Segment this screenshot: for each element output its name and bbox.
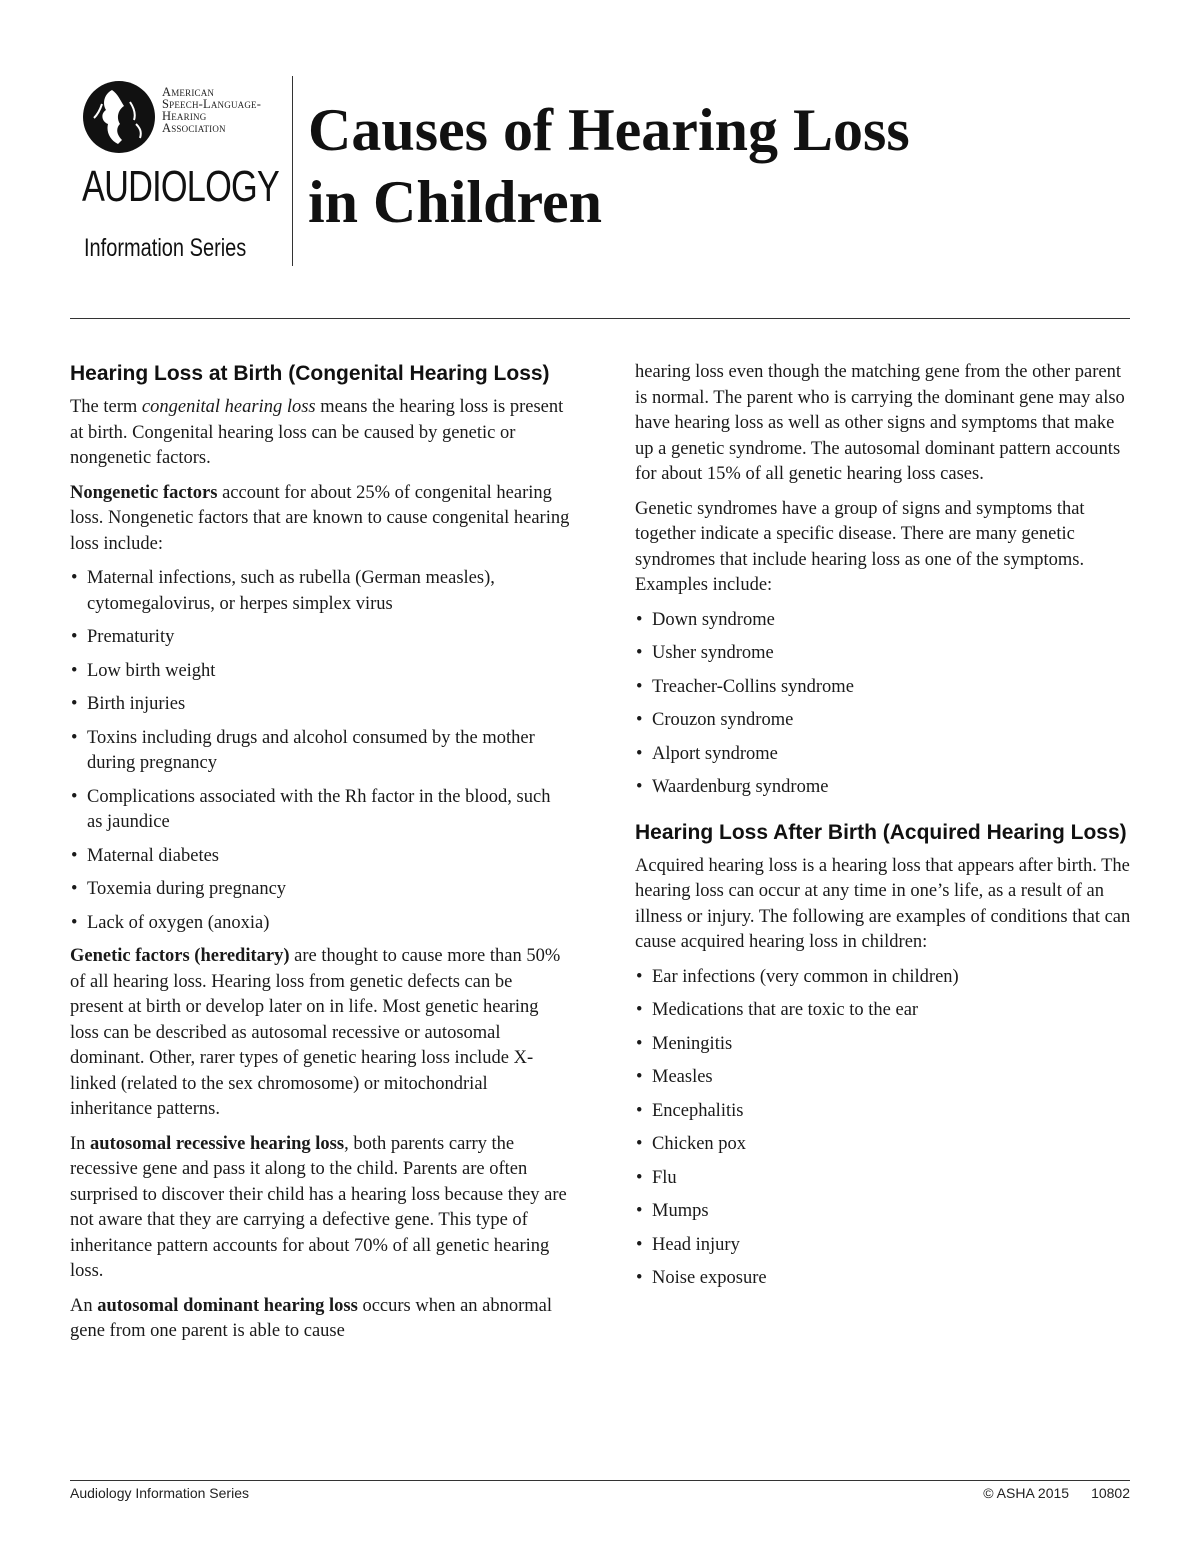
org-name-line: American bbox=[162, 85, 215, 99]
nongenetic-paragraph bbox=[70, 481, 570, 558]
list-item bbox=[70, 692, 570, 718]
list-item-text: Chicken pox bbox=[652, 1134, 747, 1154]
list-item bbox=[70, 877, 570, 903]
list-item-text: Alport syndrome bbox=[652, 743, 778, 764]
list-item-text: Ear infections (very common in children) bbox=[652, 966, 959, 987]
list-item-text: Low birth weight bbox=[87, 660, 216, 681]
list-item bbox=[635, 1132, 1135, 1158]
list-item-text: Medications that are toxic to the ear bbox=[652, 1000, 919, 1020]
page-header bbox=[0, 0, 1200, 330]
list-item-text: Treacher-Collins syndrome bbox=[652, 676, 854, 697]
list-item-text: Meningitis bbox=[652, 1033, 733, 1054]
footer-copyright: © ASHA 2015 bbox=[983, 1485, 1070, 1501]
list-item-text: Prematurity bbox=[87, 627, 175, 647]
org-name bbox=[162, 86, 292, 134]
list-item-text: Down syndrome bbox=[652, 609, 775, 630]
asha-head-logo-icon bbox=[82, 80, 156, 154]
footer-series: Audiology Information Series bbox=[70, 1485, 249, 1501]
bullet-icon: • bbox=[636, 1234, 643, 1255]
bullet-icon: • bbox=[71, 727, 78, 748]
list-item-text: Mumps bbox=[652, 1201, 709, 1221]
acquired-list bbox=[635, 965, 1135, 1292]
emphasis-term: congenital hearing loss bbox=[141, 397, 316, 417]
org-name-line: Association bbox=[162, 121, 226, 135]
list-item bbox=[635, 708, 1135, 734]
text-run: occurs when an abnormal gene from one parent is able to cause bbox=[70, 1295, 553, 1341]
left-column bbox=[70, 360, 570, 1354]
list-item bbox=[70, 911, 570, 937]
bullet-icon: • bbox=[71, 912, 78, 933]
list-item bbox=[635, 675, 1135, 701]
list-item-text: Maternal infections, such as rubella (German measles), cytomegalovirus, or herpes simplex virus bbox=[87, 568, 495, 614]
list-item bbox=[635, 1199, 1135, 1225]
section-heading-congenital: Hearing Loss at Birth (Congenital Hearing Loss) bbox=[70, 362, 550, 385]
list-item bbox=[635, 965, 1135, 991]
bullet-icon: • bbox=[636, 676, 643, 697]
right-column bbox=[635, 360, 1135, 1300]
text-run: An bbox=[70, 1295, 98, 1316]
bullet-icon: • bbox=[636, 966, 643, 987]
list-item bbox=[70, 566, 570, 617]
bullet-icon: • bbox=[636, 1201, 643, 1221]
section-heading-acquired: Hearing Loss After Birth (Acquired Hearing Loss) bbox=[635, 820, 1127, 844]
bullet-icon: • bbox=[636, 777, 643, 797]
list-item-text: Maternal diabetes bbox=[87, 845, 220, 866]
syndromes-paragraph: Genetic syndromes have a group of signs and symptoms that together indicate a specific disease. There are many genetic syndromes that include hearing loss as one of the symptoms. Examples include: bbox=[635, 498, 1085, 595]
bullet-icon: • bbox=[636, 609, 643, 630]
bullet-icon: • bbox=[71, 627, 78, 647]
list-item-text: Complications associated with the Rh factor in the blood, such as jaundice bbox=[87, 786, 551, 832]
text-run: , both parents carry the recessive gene and pass it along to the child. Parents are often surprised to discover their child has a hearing loss because they are not aware that they are carrying a defective gene. This type of inheritance pattern accounts for about 70% of all genetic hearing loss. bbox=[70, 1133, 567, 1281]
text-run: means the hearing loss is present at birth. Congenital hearing loss can be caused by genetic or nongenetic factors. bbox=[70, 397, 564, 468]
bullet-icon: • bbox=[71, 879, 78, 899]
list-item bbox=[635, 1099, 1135, 1125]
page-title-line: in Children bbox=[308, 169, 602, 235]
list-item-text: Noise exposure bbox=[652, 1268, 767, 1288]
dominant-paragraph bbox=[70, 1294, 570, 1345]
list-item bbox=[70, 726, 570, 777]
text-run: are thought to cause more than 50% of all hearing loss. Hearing loss from genetic defects can be present at birth or develop later on in life. Most genetic hearing loss can be described as autosomal recessive or autosomal dominant. Other, rarer types of genetic hearing loss include X-linked (related to the sex chromosome) or mitochondrial inheritance patterns. bbox=[70, 946, 561, 1119]
bullet-icon: • bbox=[636, 710, 643, 730]
list-item bbox=[635, 1065, 1135, 1091]
list-item-text: Measles bbox=[652, 1067, 713, 1087]
list-item-text: Encephalitis bbox=[652, 1100, 744, 1121]
bold-term: Nongenetic factors bbox=[70, 482, 218, 503]
page-title-line: Causes of Hearing Loss bbox=[308, 97, 910, 163]
list-item bbox=[635, 998, 1135, 1024]
list-item bbox=[70, 785, 570, 836]
list-item-text: Birth injuries bbox=[87, 694, 186, 714]
text-run: In bbox=[70, 1133, 91, 1154]
recessive-paragraph bbox=[70, 1132, 570, 1285]
list-item-text: Waardenburg syndrome bbox=[652, 777, 829, 797]
list-item bbox=[635, 608, 1135, 634]
list-item-text: Lack of oxygen (anoxia) bbox=[87, 912, 270, 933]
bullet-icon: • bbox=[636, 643, 643, 663]
syndromes-list bbox=[635, 608, 1135, 801]
bullet-icon: • bbox=[636, 1134, 643, 1154]
series-subtitle: Information Series bbox=[84, 234, 247, 262]
bold-term: autosomal dominant hearing loss bbox=[97, 1295, 358, 1316]
list-item bbox=[635, 1266, 1135, 1292]
list-item bbox=[70, 844, 570, 870]
list-item-text: Flu bbox=[652, 1167, 677, 1188]
bullet-icon: • bbox=[71, 786, 78, 807]
series-name: AUDIOLOGY bbox=[82, 162, 280, 211]
dominant-continued-paragraph: hearing loss even though the matching gene from the other parent is normal. The parent who is carrying the dominant gene may also have hearing loss as well as other signs and symptoms that make up a genetic syndrome. The autosomal dominant pattern accounts for about 15% of all genetic hearing loss cases. bbox=[635, 362, 1125, 484]
header-rule bbox=[70, 318, 1130, 319]
footer-meta bbox=[983, 1485, 1130, 1501]
text-run: The term bbox=[70, 397, 142, 417]
footer-rule bbox=[70, 1480, 1130, 1481]
intro-paragraph bbox=[70, 395, 570, 472]
bullet-icon: • bbox=[71, 568, 78, 588]
nongenetic-list bbox=[70, 566, 570, 936]
header-divider bbox=[292, 76, 293, 266]
text-run: account for about 25% of congenital hearing loss. Nongenetic factors that are known to cause congenital hearing loss include: bbox=[70, 482, 570, 554]
bullet-icon: • bbox=[636, 743, 643, 764]
bullet-icon: • bbox=[636, 1067, 643, 1087]
list-item bbox=[70, 625, 570, 651]
list-item-text: Toxins including drugs and alcohol consumed by the mother during pregnancy bbox=[87, 727, 535, 773]
bullet-icon: • bbox=[71, 660, 78, 681]
org-name-line: Hearing bbox=[162, 109, 207, 123]
bullet-icon: • bbox=[636, 1000, 643, 1020]
list-item-text: Crouzon syndrome bbox=[652, 710, 794, 730]
list-item bbox=[635, 775, 1135, 801]
acquired-paragraph: Acquired hearing loss is a hearing loss that appears after birth. The hearing loss can occur at any time in one’s life, as a result of an illness or injury. The following are examples of conditions that can cause acquired hearing loss in children: bbox=[635, 855, 1131, 952]
bullet-icon: • bbox=[636, 1167, 643, 1188]
bullet-icon: • bbox=[636, 1100, 643, 1121]
list-item bbox=[635, 1166, 1135, 1192]
bullet-icon: • bbox=[636, 1033, 643, 1054]
genetic-paragraph bbox=[70, 944, 570, 1123]
list-item bbox=[635, 1032, 1135, 1058]
bold-term: autosomal recessive hearing loss bbox=[90, 1133, 345, 1154]
bullet-icon: • bbox=[71, 845, 78, 866]
bullet-icon: • bbox=[71, 694, 78, 714]
list-item-text: Usher syndrome bbox=[652, 643, 774, 663]
footer-doc-code: 10802 bbox=[1091, 1485, 1130, 1501]
page-title bbox=[308, 94, 1168, 238]
bold-term: Genetic factors (hereditary) bbox=[70, 946, 290, 966]
list-item bbox=[635, 1233, 1135, 1259]
list-item bbox=[70, 659, 570, 685]
asha-logo bbox=[82, 76, 282, 276]
org-name-line: Speech-Language- bbox=[162, 97, 262, 111]
list-item bbox=[635, 742, 1135, 768]
list-item-text: Toxemia during pregnancy bbox=[87, 879, 287, 899]
list-item-text: Head injury bbox=[652, 1234, 740, 1255]
list-item bbox=[635, 641, 1135, 667]
bullet-icon: • bbox=[636, 1268, 643, 1288]
